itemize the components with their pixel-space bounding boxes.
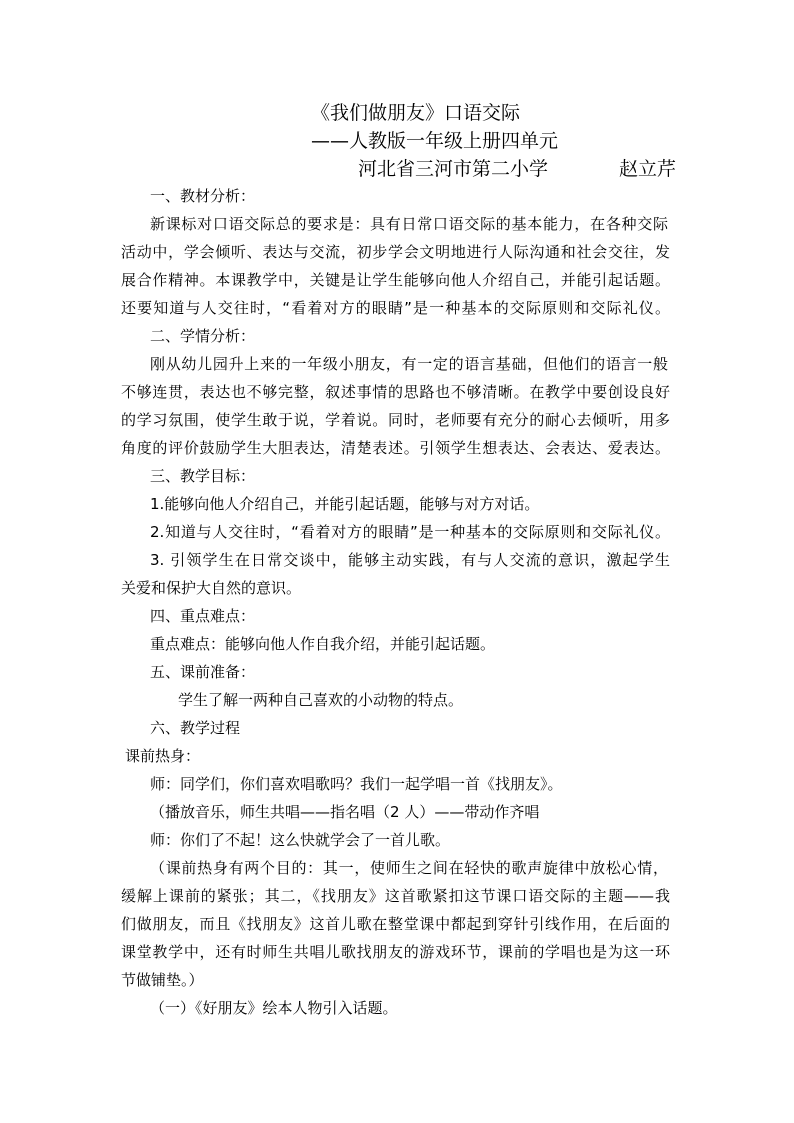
paragraph-line: 课堂教学中，还有时师生共唱儿歌找朋友的游戏环节，课前的学唱也是为这一环 [121, 943, 670, 961]
section-heading: 四、重点难点： [150, 607, 256, 625]
subsection-heading: （一）《好朋友》绘本人物引入话题。 [150, 999, 398, 1017]
paragraph-line: 重点难点：能够向他人作自我介绍，并能引起话题。 [150, 635, 496, 653]
paragraph-line: 刚从幼儿园升上来的一年级小朋友，有一定的语言基础，但他们的语言一般 [150, 355, 668, 373]
paragraph-line: 的学习氛围，使学生敢于说，学着说。同时，老师要有充分的耐心去倾听，用多 [121, 411, 670, 429]
paragraph-line: 活动中，学会倾听、表达与交流，初步学会文明地进行人际沟通和社会交往，发 [121, 243, 670, 261]
section-heading: 五、课前准备： [150, 663, 256, 681]
section-heading: 一、教材分析： [150, 187, 256, 205]
objective-item: 3. 引领学生在日常交谈中，能够主动实践，有与人交流的意识，激起学生 [150, 551, 670, 569]
objective-item: 1.能够向他人介绍自己，并能引起话题，能够与对方对话。 [150, 495, 540, 513]
paragraph-line: 缓解上课前的紧张；其二，《找朋友》这首歌紧扣这节课口语交际的主题——我 [121, 887, 670, 905]
objective-item: 2.知道与人交往时，“看着对方的眼睛”是一种基本的交际原则和交际礼仪。 [150, 523, 670, 541]
dialogue-line: （播放音乐，师生共唱——指名唱（2 人）——带动作齐唱 [150, 803, 540, 821]
school-name: 河北省三河市第二小学 [358, 158, 549, 180]
paragraph-line: 新课标对口语交际总的要求是：具有日常口语交际的基本能力，在各种交际 [150, 215, 668, 233]
dialogue-line: 师：你们了不起！这么快就学会了一首儿歌。 [150, 831, 451, 849]
objective-item-continued: 关爱和保护大自然的意识。 [121, 579, 302, 597]
section-heading: 六、教学过程 [150, 719, 241, 737]
paragraph-line: 们做朋友，而且《找朋友》这首儿歌在整堂课中都起到穿针引线作用，在后面的 [121, 915, 670, 933]
paragraph-line: 角度的评价鼓励学生大胆表达，清楚表述。引领学生想表达、会表达、爱表达。 [121, 439, 670, 457]
section-heading: 二、学情分析： [150, 327, 256, 345]
section-heading: 三、教学目标： [150, 467, 256, 485]
author-name: 赵立芹 [619, 158, 677, 180]
paragraph-line: 还要知道与人交往时，“看着对方的眼睛”是一种基本的交际原则和交际礼仪。 [121, 299, 670, 317]
paragraph-line: 学生了解一两种自己喜欢的小动物的特点。 [178, 691, 464, 709]
paragraph-line: 节做铺垫。） [121, 971, 204, 989]
dialogue-line: 师：同学们，你们喜欢唱歌吗？我们一起学唱一首《找朋友》。 [150, 775, 563, 793]
document-subtitle: ——人教版一年级上册四单元 [311, 130, 559, 152]
document-title: 《我们做朋友》口语交际 [311, 102, 521, 124]
paragraph-line: （课前热身有两个目的：其一，使师生之间在轻快的歌声旋律中放松心情， [150, 859, 668, 877]
subsection-heading: 课前热身： [125, 747, 201, 765]
paragraph-line: 不够连贯，表达也不够完整，叙述事情的思路也不够清晰。在教学中要创设良好 [121, 383, 670, 401]
paragraph-line: 展合作精神。本课教学中，关键是让学生能够向他人介绍自己，并能引起话题。 [121, 271, 670, 289]
